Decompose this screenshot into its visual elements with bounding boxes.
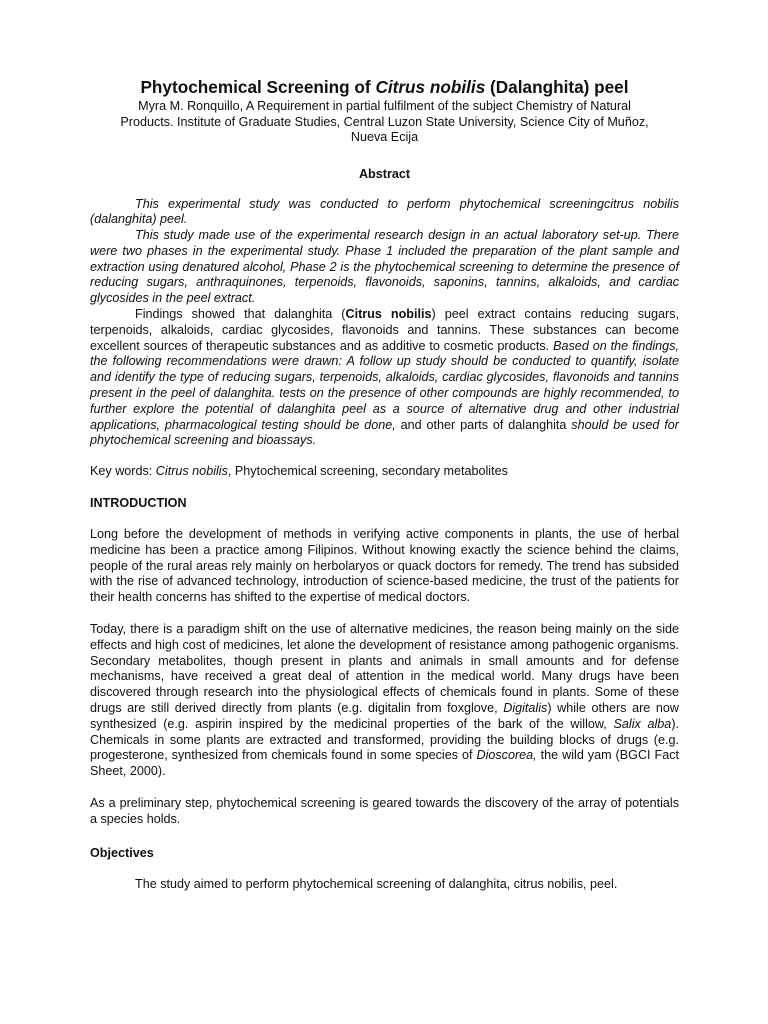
author-line-2: Products. Institute of Graduate Studies, Central Luzon State University, Science City of Muñoz, (120, 114, 649, 129)
introduction-paragraph-3: As a preliminary step, phytochemical screening is geared towards the discovery of the array of potentials a species holds. (90, 796, 679, 826)
introduction-paragraph-2: Today, there is a paradigm shift on the use of alternative medicines, the reason being mainly on the side effects and high cost of medicines, let alone the development of resistance among pathogenic organisms. Secondary metabolites, though present in plants and animals in small amounts and for defense mechanisms, have received a great deal of attention in the medical world. Many drugs have been discovered through research into the physiological effects of chemicals found in plants. Some of these drugs are still derived directly from plants (e.g. digitalin from foxglove, Digitalis) while others are now synthesized (e.g. aspirin inspired by the medicinal properties of the bark of the willow, Salix alba). Chemicals in some plants are extracted and transformed, providing the building blocks of drugs (e.g. progesterone, synthesized from chemicals found in some species of Dioscorea, the wild yam (BGCI Fact Sheet, 2000). (90, 622, 680, 779)
abstract-body (90, 197, 679, 450)
author-line-1: Myra M. Ronquillo, A Requirement in partial fulfilment of the subject Chemistry of Natural (138, 99, 631, 113)
abstract-paragraph-3: Findings showed that dalanghita (Citrus nobilis) peel extract contains reducing sugars, terpenoids, alkaloids, cardiac glycosides, flavonoids and tannins. These substances can become excellent sources of therapeutic substances and as additive to cosmetic products. Based on the findings, the following recommendations were drawn: A follow up study should be conducted to quantify, isolate and identify the type of reducing sugars, terpenoids, alkaloids, cardiac glycosides, flavonoids and tannins present in the peel of dalanghita. tests on the presence of other compounds are highly recommended, to further explore the potential of dalanghita peel as a source of alternative drug and other industrial applications, pharmacological testing should be done, and other parts of dalanghita should be used for phytochemical screening and bioassays. (90, 307, 679, 448)
author-affiliation (90, 99, 679, 146)
abstract-species: Citrus nobilis (345, 307, 432, 322)
author-line-3: Nueva Ecija (350, 130, 419, 144)
abstract-paragraph-1: This experimental study was conducted to perform phytochemical screeningcitrus nobilis (dalanghita) peel. (90, 196, 679, 227)
paper-title (90, 76, 679, 98)
title-text: Phytochemical Screening of (140, 77, 376, 97)
title-species: Citrus nobilis (375, 77, 486, 97)
abstract-paragraph-2: This study made use of the experimental research design in an actual laboratory set-up. There were two phases in the experimental study. Phase 1 included the preparation of the plant sample and extraction using denatured alcohol, Phase 2 is the phytochemical screening to determine the presence of reducing sugars, anthraquinones, terpenoids, flavonoids, saponins, tannins, alkaloids, and cardiac glycosides in the peel extract. (90, 228, 679, 306)
document-page (90, 76, 679, 892)
objectives-heading: Objectives (90, 845, 154, 860)
objectives-paragraph-1: The study aimed to perform phytochemical screening of dalanghita, citrus nobilis, peel. (135, 876, 618, 891)
title-text-end: (Dalanghita) peel (485, 77, 629, 97)
abstract-heading: Abstract (358, 166, 411, 181)
introduction-paragraph-1: Long before the development of methods in verifying active components in plants, the use of herbal medicine has been a practice among Filipinos. Without knowing exactly the science behind the claims, people of the rural areas rely mainly on herbolaryos or quack doctors for remedy. The trend has subsided with the rise of advanced technology, introduction of science-based medicine, the trust of the patients for their health concerns has shifted to the expertise of medical doctors. (90, 527, 679, 605)
keywords: Key words: Citrus nobilis, Phytochemical screening, secondary metabolites (90, 464, 508, 479)
introduction-heading: INTRODUCTION (90, 496, 187, 511)
